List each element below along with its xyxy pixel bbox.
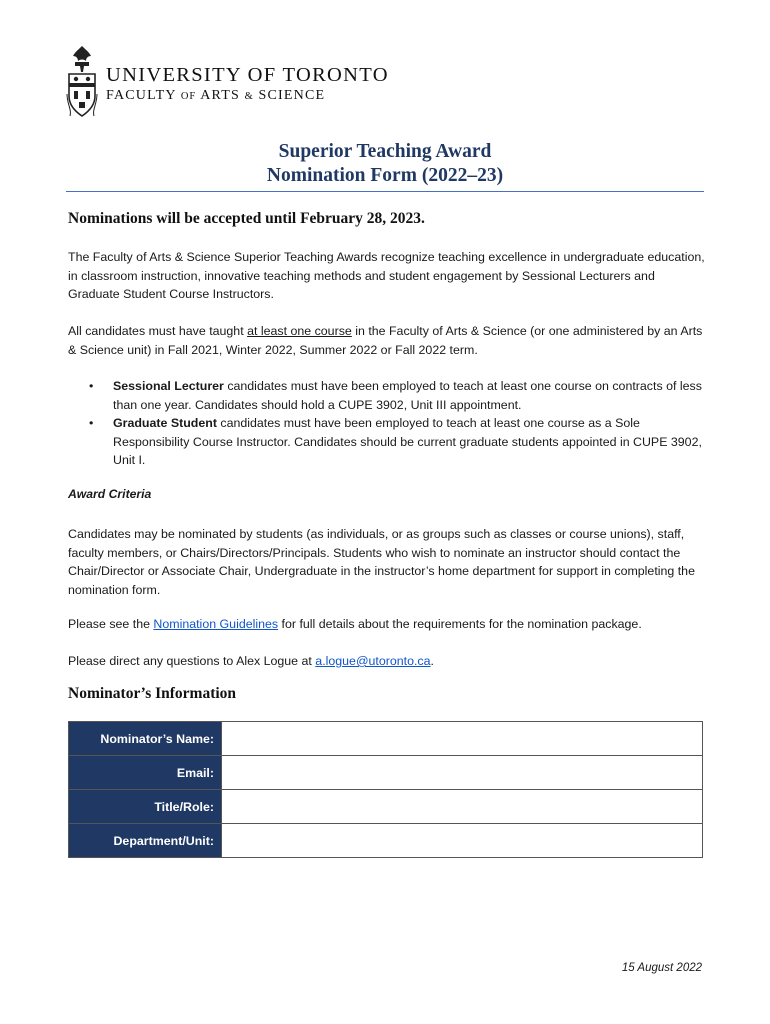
- nominator-name-label: Nominator’s Name:: [69, 722, 222, 756]
- criteria-paragraph: Candidates may be nominated by students (as individuals, or as groups such as classes or course unions), staff, faculty members, or Chairs/Directors/Principals. Students who wish to nominate an instructor should contact the Chair/Director or Associate Chair, Undergraduate in the instructor’s home department for support in completing the nomination form.: [68, 527, 695, 597]
- email-label: Email:: [69, 756, 222, 790]
- guidelines-paragraph: Please see the Nomination Guidelines for full details about the requirements for the nomination package.: [68, 617, 642, 631]
- award-criteria-heading: Award Criteria: [68, 487, 152, 501]
- nomination-guidelines-link[interactable]: Nomination Guidelines: [153, 617, 279, 631]
- form-row-name: [69, 722, 703, 756]
- form-row-department: [69, 824, 703, 858]
- nominator-info-heading: Nominator’s Information: [68, 685, 237, 702]
- nominator-name-field[interactable]: [222, 722, 703, 756]
- form-row-title: [69, 790, 703, 824]
- list-item-sessional-lecturer: • Sessional Lecturer candidates must have been employed to teach at least one course on contracts of less than one year. Candidates should hold a CUPE 3902, Unit III appointment.: [89, 379, 702, 412]
- title-divider: [66, 191, 704, 192]
- logo-faculty-name: FACULTY OF ARTS & SCIENCE: [106, 88, 326, 103]
- bullet-icon: •: [89, 379, 94, 393]
- title-role-label: Title/Role:: [69, 790, 222, 824]
- intro-paragraph: The Faculty of Arts & Science Superior Teaching Awards recognize teaching excellence in undergraduate education, in classroom instruction, innovative teaching methods and student engagement by Sessional Lecturers and Graduate Student Course Instructors.: [68, 250, 705, 302]
- contact-email-link[interactable]: a.logue@utoronto.ca: [315, 654, 431, 668]
- list-item-graduate-student: • Graduate Student candidates must have been employed to teach at least one course as a Sole Responsibility Course Instructor. Candidates should be current graduate students appointed in CUPE 3902, Unit I.: [89, 416, 702, 468]
- form-title-line1: Superior Teaching Award: [278, 141, 492, 162]
- university-logo: [66, 44, 396, 124]
- deadline-heading: Nominations will be accepted until February 28, 2023.: [68, 210, 425, 227]
- email-field[interactable]: [222, 756, 703, 790]
- form-row-email: [69, 756, 703, 790]
- contact-paragraph: Please direct any questions to Alex Logue at a.logue@utoronto.ca.: [68, 654, 434, 668]
- form-title-line2: Nomination Form (2022–23): [266, 165, 504, 186]
- eligibility-emphasis: at least one course: [247, 324, 352, 338]
- eligibility-list: [68, 377, 708, 470]
- department-unit-label: Department/Unit:: [69, 824, 222, 858]
- nominator-form-table: [68, 721, 703, 858]
- eligibility-paragraph: All candidates must have taught at least one course in the Faculty of Arts & Science (or one administered by an Arts & Science unit) in Fall 2021, Winter 2022, Summer 2022 or Fall 2022 term.: [68, 324, 703, 357]
- title-role-field[interactable]: [222, 790, 703, 824]
- logo-university-name: UNIVERSITY OF TORONTO: [106, 64, 389, 86]
- crest-icon: [66, 44, 98, 122]
- bullet-icon: •: [89, 416, 94, 431]
- department-unit-field[interactable]: [222, 824, 703, 858]
- footer-date: 15 August 2022: [621, 962, 702, 974]
